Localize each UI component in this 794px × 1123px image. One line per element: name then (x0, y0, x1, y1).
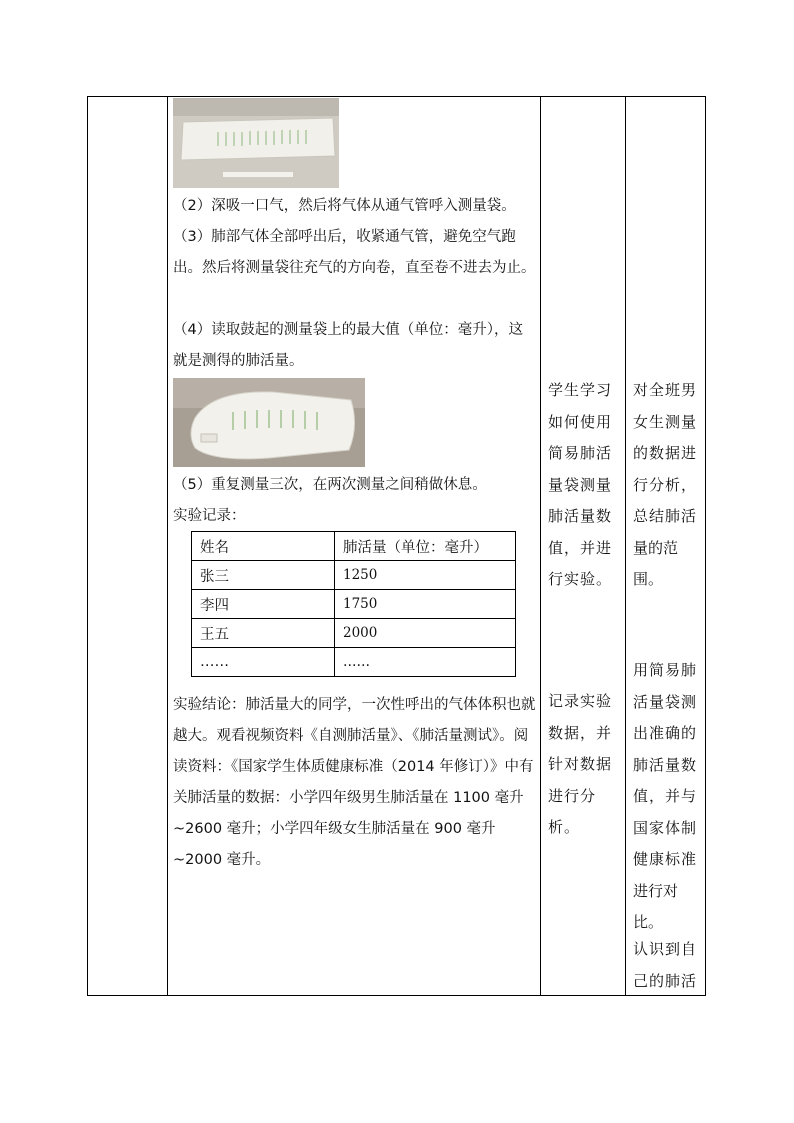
table-row (192, 619, 516, 648)
step-5: （5）重复测量三次，在两次测量之间稍做休息。 (173, 477, 487, 493)
cell-name: …… (192, 648, 335, 677)
step-4: （4）读取鼓起的测量袋上的最大值（单位：毫升），这就是测得的肺活量。 (173, 322, 523, 369)
cell-name: 张三 (192, 561, 335, 590)
text-line: 如何使用 (548, 412, 613, 431)
text-line: 行分析， (633, 475, 698, 494)
column-divider (625, 96, 626, 996)
text-line: 国家体制 (633, 818, 698, 837)
design-intent-3 (633, 934, 705, 997)
cell-capacity: 1750 (335, 590, 516, 619)
text-line: 进行分析。 (548, 786, 597, 836)
student-activity-1 (548, 375, 622, 596)
table-row (192, 561, 516, 590)
text-line: 用简易肺 (633, 661, 698, 679)
cell-name: 李四 (192, 590, 335, 619)
text-line: 对全班男 (633, 381, 698, 399)
column-divider (540, 96, 541, 996)
cell-name: 王五 (192, 619, 335, 648)
record-label: 实验记录： (173, 508, 246, 524)
text-line: 量袋测量 (548, 475, 613, 494)
text-line: 己的肺活 (633, 971, 698, 990)
table-row (192, 532, 516, 561)
text-line: 简易肺活 (548, 444, 613, 462)
text-line: 活量袋测 (633, 692, 698, 711)
design-intent-2 (633, 655, 705, 939)
table-row (192, 648, 516, 677)
text-line: 健康标准 (633, 850, 698, 868)
text-line: 数据，并 (548, 723, 613, 742)
record-table (191, 531, 516, 677)
text-line: 记录实验 (548, 692, 613, 710)
text-line: 量的范围。 (633, 538, 679, 588)
text-line: 值，并与 (633, 787, 698, 805)
cell-capacity: 1250 (335, 561, 516, 590)
step-2: （2）深吸一口气，然后将气体从通气管呼入测量袋。 (173, 198, 516, 214)
text-line: 肺活量数 (633, 755, 698, 774)
text-line: 行实验。 (548, 570, 613, 588)
student-activity-2 (548, 686, 624, 844)
text-line: 学生学习 (548, 381, 613, 399)
design-intent-1 (633, 375, 705, 596)
flat-bag-photo (173, 98, 339, 188)
step-3: （3）肺部气体全部呼出后，收紧通气管，避免空气跑出。然后将测量袋往充气的方向卷，直至卷不进去为止。 (173, 229, 536, 276)
inflated-bag-photo (173, 378, 365, 467)
cell-capacity: …… (335, 648, 516, 677)
text-line: 女生测量 (633, 412, 698, 431)
text-line: 总结肺活 (633, 507, 698, 525)
conclusion: 实验结论：肺活量大的同学，一次性呼出的气体体积也就越大。观看视频资料《自测肺活量》、《肺活量测试》。阅读资料：《国家学生体质健康标准（2014 年修订）》中有关肺活量的数据：小学四年级男生肺活量在 1100 毫升~2600 毫升；小学四年级女生肺活量在 900 毫升~2000 毫升。 (173, 697, 536, 868)
text-line: 针对数据 (548, 755, 613, 773)
text-line: 值，并进 (548, 538, 613, 557)
text-line: 进行对比。 (633, 881, 679, 931)
text-line: 的数据进 (633, 444, 698, 462)
header-capacity: 肺活量（单位：毫升） (335, 532, 516, 561)
column-divider (167, 96, 168, 996)
header-name: 姓名 (192, 532, 335, 561)
text-line: 认识到自 (633, 940, 698, 958)
table-row (192, 590, 516, 619)
text-line: 肺活量数 (548, 507, 613, 525)
text-line: 出准确的 (633, 724, 698, 742)
cell-capacity: 2000 (335, 619, 516, 648)
